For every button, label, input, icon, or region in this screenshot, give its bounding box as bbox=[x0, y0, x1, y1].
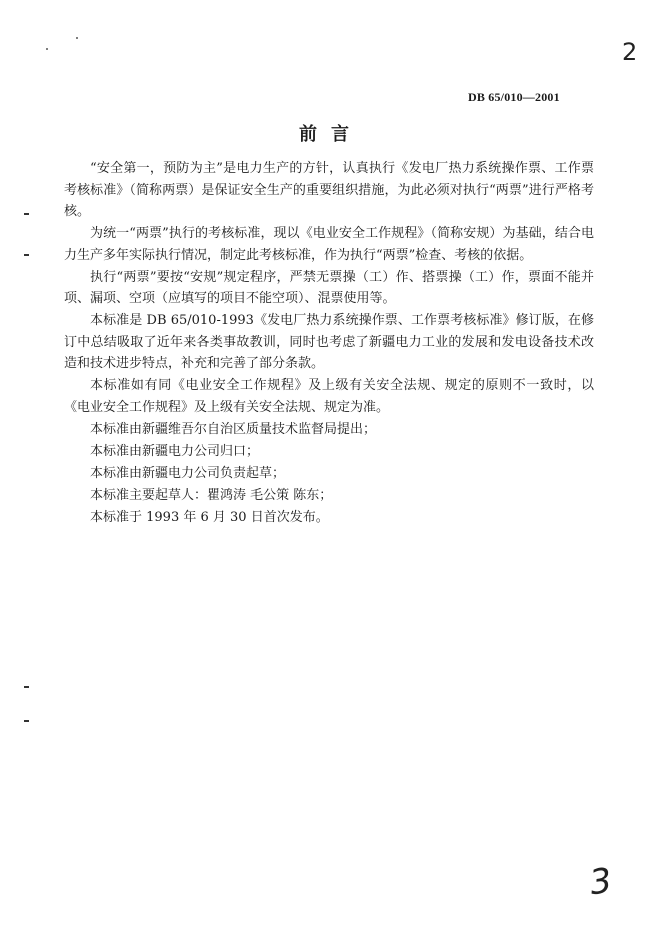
paragraph-8: 本标准由新疆电力公司负责起草； bbox=[90, 465, 286, 481]
scan-speck bbox=[76, 37, 78, 39]
standard-number: DB 65/010—2001 bbox=[468, 90, 560, 104]
scan-mark bbox=[24, 720, 29, 722]
scan-mark bbox=[24, 213, 29, 215]
page-title: 前言 bbox=[299, 124, 363, 145]
paragraph-1: “安全第一，预防为主”是电力生产的方针，认真执行《发电厂热力系统操作票、工作票考核标准》（简称两票）是保证安全生产的重要组织措施，为此必须对执行“两票”进行严格考核。 bbox=[64, 161, 594, 219]
foreword-body bbox=[64, 158, 594, 529]
scan-mark bbox=[24, 686, 29, 688]
paragraph-5: 本标准如有同《电业安全工作规程》及上级有关安全法规、规定的原则不一致时，以《电业安全工作规程》及上级有关安全法规、规定为准。 bbox=[64, 378, 594, 415]
paragraph-6: 本标准由新疆维吾尔自治区质量技术监督局提出； bbox=[90, 421, 377, 437]
paragraph-9: 本标准主要起草人：瞿鸿涛 毛公策 陈东； bbox=[90, 487, 333, 503]
paragraph-10: 本标准于 1993 年 6 月 30 日首次发布。 bbox=[90, 509, 329, 525]
handwritten-page-mark: 2 bbox=[622, 38, 638, 66]
paragraph-7: 本标准由新疆电力公司归口； bbox=[90, 443, 260, 459]
handwritten-page-number: 3 bbox=[587, 860, 615, 904]
scan-speck bbox=[46, 48, 48, 50]
paragraph-4: 本标准是 DB 65/010-1993《发电厂热力系统操作票、工作票考核标准》修订版，在修订中总结吸取了近年来各类事故教训，同时也考虑了新疆电力工业的发展和发电设备技术改造和技术进步特点，补充和完善了部分条款。 bbox=[64, 313, 594, 371]
paragraph-3: 执行“两票”要按“安规”规定程序，严禁无票操（工）作、搭票操（工）作，票面不能并项、漏项、空项（应填写的项目不能空项）、混票使用等。 bbox=[64, 269, 594, 306]
paragraph-2: 为统一“两票”执行的考核标准，现以《电业安全工作规程》（简称安规）为基础，结合电力生产多年实际执行情况，制定此考核标准，作为执行“两票”检查、考核的依据。 bbox=[64, 226, 594, 263]
scan-mark bbox=[24, 254, 29, 256]
